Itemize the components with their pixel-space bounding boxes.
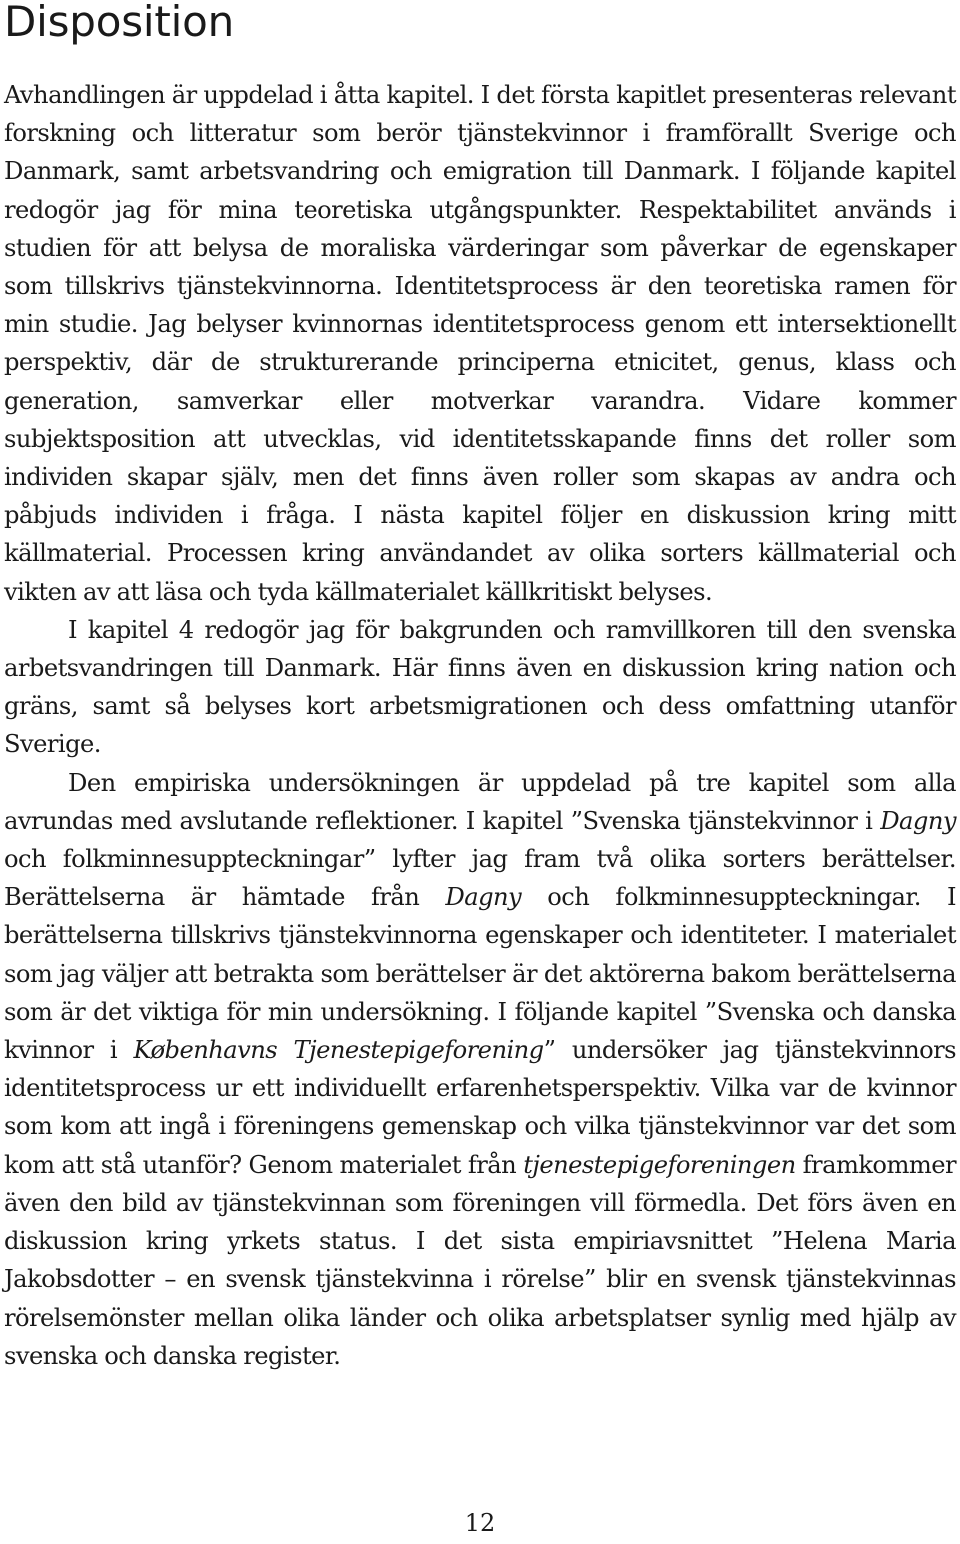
text-run: framkommer även den bild av tjänstekvinnan som föreningen vill förmedla. Det förs även en diskussion kring yrkets status. I det sista empiriavsnittet ”Helena Maria Jakobsdotter – en svensk tjänstekvinna i rörelse” blir en svensk tjänstekvinnas rörelsemönster mellan olika länder och olika arbetsplatser synlig med hjälp av svenska och danska register.	[4, 1150, 956, 1370]
page-number: 12	[464, 1509, 496, 1537]
text-run: Den empiriska undersökningen är uppdelad på tre kapitel som alla avrundas med avslutande reflektioner. I kapitel ”Svenska tjänstekvinnor i	[4, 768, 956, 835]
italic-title: tjenestepigeforeningen	[523, 1150, 796, 1179]
paragraph-3	[4, 764, 956, 1375]
paragraph-1	[4, 76, 956, 611]
body-text	[4, 76, 956, 1375]
italic-title: Dagny	[880, 806, 956, 835]
page-heading: Disposition	[4, 0, 235, 46]
italic-title: Københavns Tjenestepigeforening	[133, 1036, 544, 1065]
paragraph-2	[4, 611, 956, 764]
text-run: ” undersöker jag tjänstekvinnors identitetsprocess ur ett individuellt erfarenhetsperspektiv. Vilka var de kvinnor som kom att ingå i föreningens gemenskap och vilka tjänstekvinnor var det som kom att stå utanför? Genom materialet från	[4, 1036, 957, 1179]
text-run: Avhandlingen är uppdelad i åtta kapitel. I det första kapitlet presenteras relevant forskning och litteratur som berör tjänstekvinnor i framförallt Sverige och Danmark, samt arbetsvandring och emigration till Danmark. I följande kapitel redogör jag för mina teoretiska utgångspunkter. Respektabilitet används i studien för att belysa de moraliska värderingar som påverkar de egenskaper som tillskrivs tjänstekvinnorna. Identitetsprocess är den teoretiska ramen för min studie. Jag belyser kvinnornas identitetsprocess genom ett intersektionellt perspektiv, där de strukturerande principerna etnicitet, genus, klass och generation, samverkar eller motverkar varandra. Vidare kommer subjektsposition att utvecklas, vid identitetsskapande finns det roller som individen skapar själv, men det finns även roller som skapas av andra och påbjuds individen i fråga. I nästa kapitel följer en diskussion kring mitt källmaterial. Processen kring användandet av olika sorters källmaterial och vikten av att läsa och tyda källmaterialet källkritiskt belyses.	[4, 81, 956, 606]
text-run: I kapitel 4 redogör jag för bakgrunden och ramvillkoren till den svenska arbetsvandringen till Danmark. Här finns även en diskussion kring nation och gräns, samt så belyses kort arbetsmigrationen och dess omfattning utanför Sverige.	[4, 615, 956, 759]
italic-title: Dagny	[445, 883, 522, 912]
text-run: och folkminnesuppteckningar. I berättelserna tillskrivs tjänstekvinnorna egenskaper och identiteter. I materialet som jag väljer att betrakta som berättelser är det aktörerna bakom berättelserna som är det viktiga för min undersökning. I följande kapitel ”Svenska och danska kvinnor i	[4, 883, 956, 1065]
text-run: och folkminnesuppteckningar” lyfter jag fram två olika sorters berättelser. Berättelserna är hämtade från	[4, 845, 956, 912]
